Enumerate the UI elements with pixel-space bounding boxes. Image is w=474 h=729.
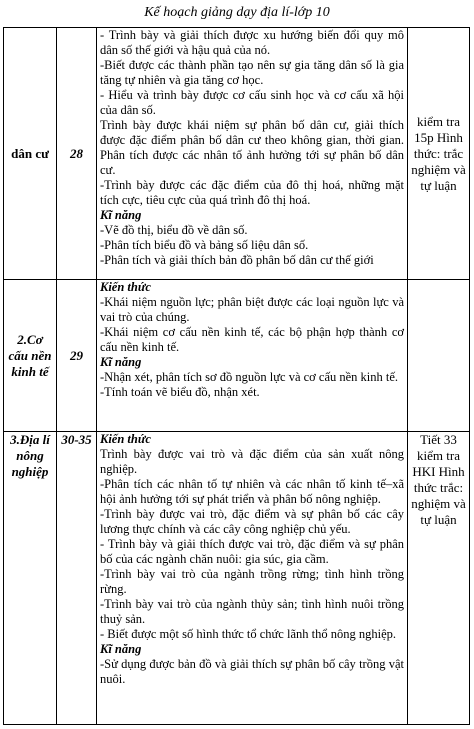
note-cell: Tiết 33 kiểm tra HKI Hình thức trắc: nghiệm và tự luận <box>408 432 470 725</box>
content-line: -Trình bày được các đặc điểm của đô thị hoá, những mặt tích cực, tiêu cực của quá trình đô thị hoá. <box>100 178 404 207</box>
lesson-plan-table <box>3 27 470 725</box>
content-line: -Trình bày vai trò của ngành trồng rừng; tình hình trồng rừng. <box>100 567 404 596</box>
topic-cell: 2.Cơ cấu nền kinh tế <box>4 280 57 432</box>
page-header: Kế hoạch giảng dạy địa lí-lớp 10 <box>144 5 330 20</box>
content-line: - Trình bày và giải thích được vai trò, đặc điểm và sự phân bố của các ngành chăn nuôi: gia súc, gia cầm. <box>100 537 404 566</box>
content-line: Trình bày được khái niệm sự phân bố dân cư, giải thích được đặc điểm phân bố dân cư theo không gian, thời gian. Phân tích được các nhân tố ảnh hưởng tới sự phân bố dân cư. <box>100 118 404 177</box>
content-line: -Khái niệm nguồn lực; phân biệt được các loại nguồn lực và vai trò của chúng. <box>100 295 404 324</box>
section-heading: Kĩ năng <box>100 208 142 222</box>
section-heading: Kĩ năng <box>100 642 142 656</box>
content-line: -Phân tích các nhân tố tự nhiên và các nhân tố kinh tế–xã hội ảnh hưởng tới sự phát triển và phân bố nông nghiệp. <box>100 477 404 506</box>
period-cell: 30-35 <box>57 432 97 725</box>
section-heading: Kiến thức <box>100 280 151 294</box>
table-row <box>4 280 470 432</box>
period-cell: 28 <box>57 28 97 280</box>
content-line: -Nhận xét, phân tích sơ đồ nguồn lực và cơ cấu nền kinh tế. <box>100 370 399 384</box>
content-line: -Biết được các thành phần tạo nên sự gia tăng dân số là gia tăng tự nhiên và gia tăng cơ học. <box>100 58 404 87</box>
note-cell: kiểm tra 15p Hình thức: trắc nghiệm và tự luận <box>408 28 470 280</box>
section-heading: Kĩ năng <box>100 355 142 369</box>
content-cell <box>97 432 408 725</box>
content-line: - Hiểu và trình bày được cơ cấu sinh học và cơ cấu xã hội của dân số. <box>100 88 404 117</box>
content-line: -Phân tích và giải thích bản đồ phân bố dân cư thế giới <box>100 253 374 267</box>
content-line: Trình bày được vai trò và đặc điểm của sản xuất nông nghiệp. <box>100 447 404 476</box>
content-cell <box>97 28 408 280</box>
content-line: -Vẽ đồ thị, biểu đồ về dân số. <box>100 223 248 237</box>
content-line: -Tính toán vẽ biểu đồ, nhận xét. <box>100 385 260 399</box>
content-line: -Trình bày được vai trò, đặc điểm và sự phân bố các cây lương thực chính và các cây công nghiệp chủ yếu. <box>100 507 404 536</box>
table-row <box>4 432 470 725</box>
content-line: -Sử dụng được bản đồ và giải thích sự phân bố cây trồng vật nuôi. <box>100 657 404 686</box>
period-cell: 29 <box>57 280 97 432</box>
topic-cell: dân cư <box>4 28 57 280</box>
topic-cell: 3.Địa lí nông nghiệp <box>4 432 57 725</box>
content-line: - Biết được một số hình thức tổ chức lãnh thổ nông nghiệp. <box>100 627 396 641</box>
note-cell <box>408 280 470 432</box>
content-line: -Trình bày vai trò của ngành thủy sản; tình hình nuôi trồng thuỷ sản. <box>100 597 404 626</box>
content-line: -Phân tích biểu đồ và bảng số liệu dân số. <box>100 238 309 252</box>
table-row <box>4 28 470 280</box>
content-line: - Trình bày và giải thích được xu hướng biến đổi quy mô dân số thế giới và hậu quả của nó. <box>100 28 404 57</box>
content-cell <box>97 280 408 432</box>
section-heading: Kiến thức <box>100 432 151 446</box>
content-line: -Khái niệm cơ cấu nền kinh tế, các bộ phận hợp thành cơ cấu nền kinh tế. <box>100 325 404 354</box>
